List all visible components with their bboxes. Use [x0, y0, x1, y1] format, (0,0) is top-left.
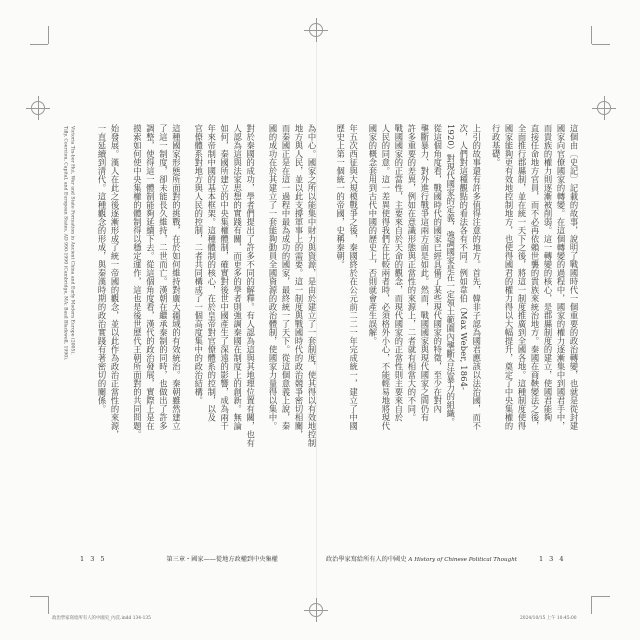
text-column: 摸索如何使中央集權的體制得以穩定運作，這也是後世歷代王朝所面對的共同問題。	[132, 124, 143, 439]
text-column	[185, 124, 190, 544]
text-column: 直接任命地方官員，而不必再依賴世襲的貴族來統治地方。秦國在商鞅變法之後，	[530, 124, 541, 430]
slug-timestamp: 2024/10/15 上午 10:45:00	[520, 616, 577, 621]
text-column: 歷史上第一個統一的帝國，史稱秦朝。	[335, 124, 346, 269]
text-column: 為中心。國家之所以能集中財力與資源，是由於建立了一套制度，使其得以有效地控制	[307, 124, 317, 447]
text-column	[485, 124, 487, 544]
registration-mark-right	[592, 96, 616, 120]
text-column: 國的成功在於其建立了一套能夠動員全國資源的政治體制，使國家力量得以集中。	[268, 124, 279, 430]
registration-mark-left	[26, 96, 50, 120]
text-column: 國家的概念套用到古代中國的歷史上，否則就會產生誤解。	[367, 124, 378, 345]
crop-mark	[592, 44, 610, 45]
text-column: 一直延續到清代。這種觀念的形成，與秦漢時期的政治實踐有著密切的關係。	[97, 124, 108, 413]
crop-mark	[30, 596, 48, 597]
running-head: 第三章・國家——從地方政權到中央集權	[166, 556, 278, 563]
text-column	[362, 124, 364, 544]
footnote-1: Tilly, Coercion, Capital, and European States, AD 990-1990 (Cambridge, MA: Basil Blackwell, 1990).	[62, 126, 68, 361]
text-column: 國家能夠更有效地控制地方，也使得國君的權力得以大幅提升，奠定了中央集權的	[504, 124, 515, 430]
running-head: 政治學家寫給所有人的中國史	[326, 556, 407, 563]
crop-mark	[48, 596, 49, 614]
footnote-2: Victoria Tin-bor Hui, War and State Formation in Ancient China and Early Modern Europe (2005).	[69, 126, 75, 355]
text-column: 始發展。漢人在此之後逐漸形成了統一帝國的觀念，並以此作為政治正當性的來源，	[110, 124, 121, 439]
text-column: 行政基礎。	[491, 124, 502, 167]
text-column: 了這一制度，卻未能長久維持，二世而亡。漢朝在繼承秦制的同時，也做出了許多	[158, 124, 169, 430]
crop-mark	[592, 596, 610, 597]
text-column: 年五次西征與大規模戰爭之後，秦國終於在公元前二二一年完成統一，建立了中國	[348, 124, 359, 430]
text-column: 壟斷暴力、對外進行戰爭這兩方面是如此。然而，戰國國家與現代國家之間仍有	[419, 124, 430, 422]
text-column: 如何，秦國所建立的中央集權體制，確實對後世中國產生了深遠的影響，成為兩千	[219, 124, 230, 430]
page-number: 1 3 4	[538, 555, 566, 563]
right-footer	[326, 554, 566, 563]
text-column: 而貴族的權力則逐漸被削弱。這一轉變的核心，是郡縣制度的建立，使國君能夠	[543, 124, 554, 422]
text-column: 許多重要的差異，例如在意識形態與正當性的來源上，二者就有相當大的不同。	[406, 124, 417, 422]
text-column: 人認為這與法家思想的實踐有關，而更多的學者則強調秦國在制度上的創新。無論	[232, 124, 243, 430]
registration-mark-top	[304, 18, 328, 42]
text-column: 國家向官僚國家的轉變。在這個轉變的過程中，國家的權力逐漸集中到國君手中，	[556, 124, 567, 430]
crop-mark	[591, 26, 592, 44]
text-column: 這個由〔史記〕記載的故事，說明了戰國時代一個重要的政治轉變，也就是從封建	[569, 124, 579, 430]
text-column	[123, 124, 128, 544]
left-body-text	[96, 124, 316, 544]
left-footer	[80, 554, 278, 563]
text-column: 人民的同意。這一差異使得我們在比較兩者時，必須格外小心，不能輕易地將現代	[380, 124, 391, 430]
text-column: 全面推行郡縣制，並在統一天下之後，將這一制度推廣到全國各地。這種制度使得	[517, 124, 528, 430]
crop-mark	[591, 596, 592, 614]
text-column: 次，人們對這種觀點的看法各有不同。例如韋伯（Max Weber, 1864-	[458, 124, 469, 391]
text-column: 戰國國家的正當性，主要來自於天命的觀念，而現代國家的正當性則主要來自於	[393, 124, 404, 422]
registration-mark-bottom	[304, 598, 328, 622]
text-column: 地方與人民，並以此支撐軍事上的需要。這一制度與戰國時代的政治競爭密切相關，	[294, 124, 305, 439]
text-column: 這種國家形態所面對的挑戰，在於如何維持對廣大疆域的有效統治。秦朝雖然建立	[171, 124, 182, 430]
right-body-text	[336, 124, 578, 544]
text-column: 調整，使得這一體制能夠延續下去。從這個角度看，漢代的政治發展，實際上是在	[145, 124, 156, 430]
text-column: 官僚體系對地方與人民的控制，二者共同構成了一個高度集中的政治結構。	[193, 124, 204, 405]
text-column: 對於秦國的成功，學者們提出了許多不同的解釋。有人認為這與其地理位置有關，也有	[245, 124, 256, 447]
text-column: 上引的故事還有許多值得注意的地方。首先，韓非子認為國君應該以法治國，而不	[471, 124, 482, 430]
right-page	[322, 54, 584, 574]
text-column: 從這個角度看，戰國時代的國家已經具備了某些現代國家的特徵，至少在對內	[432, 124, 443, 413]
crop-mark	[48, 26, 49, 44]
text-column: 1920）對現代國家的定義，強調國家是在一定領土範圍內壟斷合法暴力的組織。	[445, 124, 456, 427]
page-number: 1 3 5	[80, 555, 107, 563]
running-head-english: A History of Chinese Political Thought	[408, 557, 518, 563]
left-page	[56, 54, 318, 574]
text-column: 年來帝制中國的基本框架。這種體制的核心，在於皇帝對官僚體系的控制，以及	[206, 124, 217, 422]
crop-mark	[30, 44, 48, 45]
slug-filename: 政治學家寫給所有人的中國史_內頁.indd 134-135	[52, 616, 151, 621]
text-column	[259, 124, 264, 544]
text-column: 而秦國正是在這一過程中最為成功的國家，最終統一了天下。從這個意義上說，秦	[281, 124, 292, 430]
